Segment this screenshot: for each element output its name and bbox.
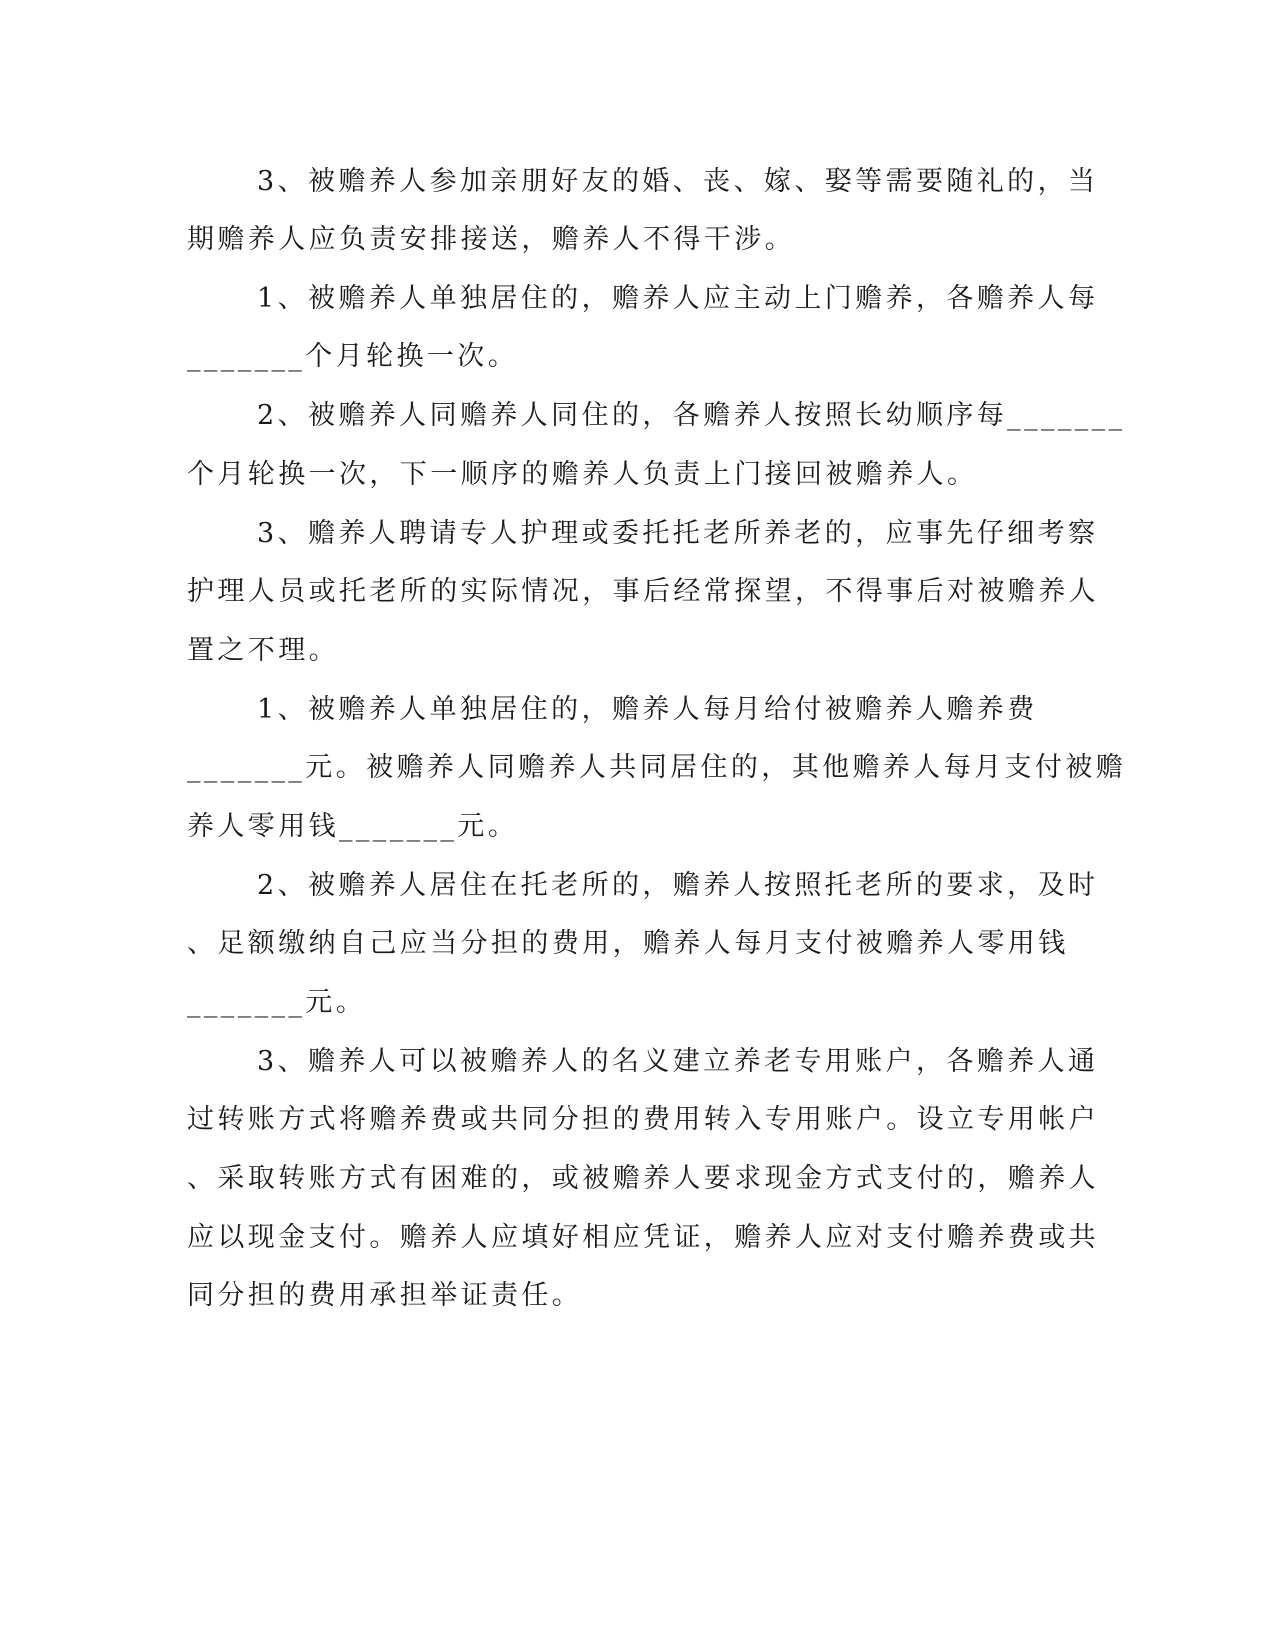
paragraph-3-account-line-2: 过转账方式将赡养费或共同分担的费用转入专用账户。设立专用帐户 [187, 1104, 1099, 1135]
paragraph-3-escort-line-1: 3、被赡养人参加亲朋好友的婚、丧、嫁、娶等需要随礼的，当 [257, 166, 1099, 197]
paragraph-3-care-line-2: 护理人员或托老所的实际情况，事后经常探望，不得事后对被赡养人 [187, 576, 1099, 607]
paragraph-3-account-line-3: 、采取转账方式有困难的，或被赡养人要求现金方式支付的，赡养人 [187, 1163, 1099, 1194]
paragraph-1-fee-line-1: 1、被赡养人单独居住的，赡养人每月给付被赡养人赡养费 [257, 694, 1038, 725]
paragraph-3-account-line-5: 同分担的费用承担举证责任。 [187, 1280, 583, 1311]
paragraph-1-fee-line-3: 养人零用钱_______元。 [187, 811, 519, 842]
paragraph-1-visit-line-2: _______个月轮换一次。 [187, 341, 519, 372]
paragraph-1-fee-line-2: _______元。被赡养人同赡养人共同居住的，其他赡养人每月支付被赡 [187, 752, 1127, 783]
paragraph-2-rotation-line-1: 2、被赡养人同赡养人同住的，各赡养人按照长幼顺序每_______ [257, 400, 1126, 431]
paragraph-3-account-line-4: 应以现金支付。赡养人应填好相应凭证，赡养人应对支付赡养费或共 [187, 1222, 1099, 1253]
paragraph-2-nursing-home-line-3: _______元。 [187, 987, 367, 1018]
paragraph-3-escort-line-2: 期赡养人应负责安排接送，赡养人不得干涉。 [187, 224, 795, 255]
paragraph-3-care-line-1: 3、赡养人聘请专人护理或委托托老所养老的，应事先仔细考察 [257, 518, 1099, 549]
paragraph-1-visit-line-1: 1、被赡养人单独居住的，赡养人应主动上门赡养，各赡养人每 [257, 283, 1099, 314]
paragraph-2-nursing-home-line-2: 、足额缴纳自己应当分担的费用，赡养人每月支付被赡养人零用钱 [187, 928, 1069, 959]
paragraph-2-nursing-home-line-1: 2、被赡养人居住在托老所的，赡养人按照托老所的要求，及时 [257, 870, 1099, 901]
paragraph-3-account-line-1: 3、赡养人可以被赡养人的名义建立养老专用账户，各赡养人通 [257, 1046, 1099, 1077]
paragraph-3-care-line-3: 置之不理。 [187, 635, 339, 666]
paragraph-2-rotation-line-2: 个月轮换一次，下一顺序的赡养人负责上门接回被赡养人。 [187, 459, 978, 490]
